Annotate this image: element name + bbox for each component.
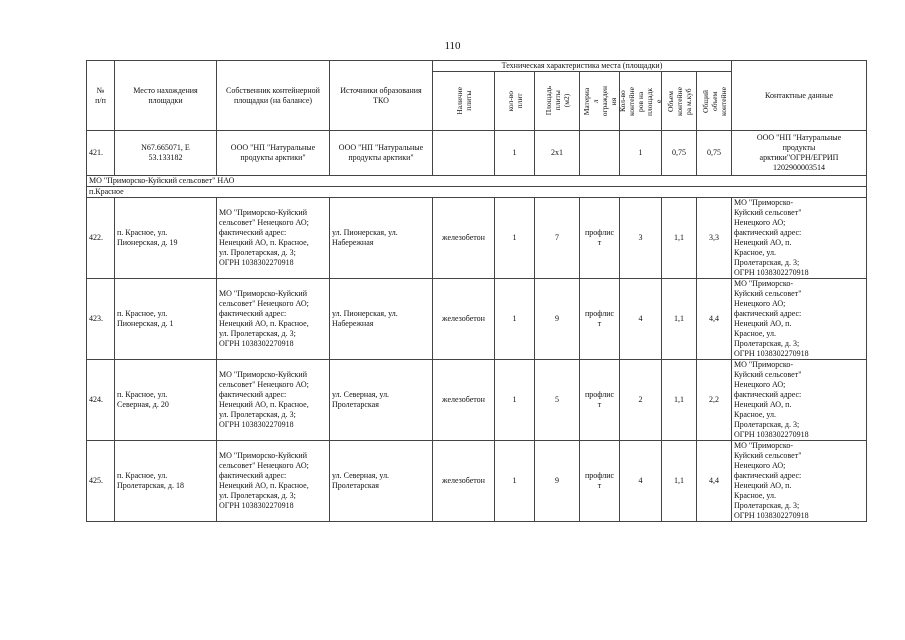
cell-location: п. Красное, ул. Пионерская, д. 19 <box>115 198 217 279</box>
table-row <box>87 131 867 176</box>
cell-base: железобетон <box>433 441 495 522</box>
cell-plates: 1 <box>495 198 535 279</box>
cell-base: железобетон <box>433 198 495 279</box>
cell-location: п. Красное, ул. Северная, д. 20 <box>115 360 217 441</box>
cell-sources: ул. Северная, ул. Пролетарская <box>330 441 433 522</box>
cell-total: 0,75 <box>697 131 732 176</box>
cell-location: п. Красное, ул. Пионерская, д. 1 <box>115 279 217 360</box>
cell-volume: 0,75 <box>662 131 697 176</box>
cell-total: 2,2 <box>697 360 732 441</box>
cell-owner: МО "Приморско-Куйский сельсовет" Ненецкого АО; фактический адрес: Ненецкий АО, п. Красное, ул. Пролетарская, д. 3; ОГРН 1038302270918 <box>217 198 330 279</box>
cell-area: 9 <box>535 441 580 522</box>
cell-plates: 1 <box>495 131 535 176</box>
waste-sites-table <box>86 60 867 522</box>
cell-no: 422. <box>87 198 115 279</box>
subheader-plates: кол-во плит <box>505 90 524 112</box>
cell-total: 4,4 <box>697 279 732 360</box>
cell-sources: ул. Пионерская, ул. Набережная <box>330 279 433 360</box>
cell-owner: МО "Приморско-Куйский сельсовет" Ненецкого АО; фактический адрес: Ненецкий АО, п. Красное, ул. Пролетарская, д. 3; ОГРН 1038302270918 <box>217 441 330 522</box>
subheader-material: Материа л огражден ия <box>581 85 618 117</box>
cell-no: 423. <box>87 279 115 360</box>
table-row <box>87 441 867 522</box>
subsection-title: п.Красное <box>87 187 867 198</box>
subheader-base: Наличие плиты <box>454 87 473 115</box>
cell-count: 4 <box>620 441 662 522</box>
cell-location: N67.665071, E 53.133182 <box>115 131 217 176</box>
cell-material <box>580 131 620 176</box>
subsection-row <box>87 187 867 198</box>
cell-volume: 1,1 <box>662 441 697 522</box>
cell-contacts: МО "Приморско- Куйский сельсовет" Ненецкого АО; фактический адрес: Ненецкий АО, п. Красное, ул. Пролетарская, д. 3; ОГРН 1038302270918 <box>732 198 867 279</box>
cell-count: 3 <box>620 198 662 279</box>
cell-sources: ул. Северная, ул. Пролетарская <box>330 360 433 441</box>
cell-no: 425. <box>87 441 115 522</box>
cell-material: профлис т <box>580 441 620 522</box>
cell-material: профлис т <box>580 198 620 279</box>
subheader-area: Площадь плиты (м2) <box>543 86 571 116</box>
cell-volume: 1,1 <box>662 279 697 360</box>
cell-material: профлис т <box>580 279 620 360</box>
subheader-total: Общий объем контейне <box>700 86 728 116</box>
col-header-contacts: Контактные данные <box>732 61 867 131</box>
cell-volume: 1,1 <box>662 198 697 279</box>
subheader-volume: Объем контейне ра м.куб <box>665 86 693 116</box>
section-row <box>87 176 867 187</box>
col-header-location: Место нахождения площадки <box>115 61 217 131</box>
cell-no: 424. <box>87 360 115 441</box>
cell-base: железобетон <box>433 360 495 441</box>
cell-area: 9 <box>535 279 580 360</box>
col-header-tech: Техническая характеристика места (площадки) <box>433 61 732 72</box>
cell-location: п. Красное, ул. Пролетарская, д. 18 <box>115 441 217 522</box>
cell-count: 1 <box>620 131 662 176</box>
col-header-no: № п/п <box>87 61 115 131</box>
cell-sources: ул. Пионерская, ул. Набережная <box>330 198 433 279</box>
cell-base: железобетон <box>433 279 495 360</box>
cell-count: 2 <box>620 360 662 441</box>
cell-volume: 1,1 <box>662 360 697 441</box>
subheader-count: Кол-во контейне ров на площадк е <box>618 86 663 116</box>
cell-area: 7 <box>535 198 580 279</box>
cell-contacts: МО "Приморско- Куйский сельсовет" Ненецкого АО; фактический адрес: Ненецкий АО, п. Красное, ул. Пролетарская, д. 3; ОГРН 1038302270918 <box>732 360 867 441</box>
cell-total: 4,4 <box>697 441 732 522</box>
cell-owner: ООО "НП "Натуральные продукты арктики" <box>217 131 330 176</box>
cell-sources: ООО "НП "Натуральные продукты арктики" <box>330 131 433 176</box>
cell-plates: 1 <box>495 360 535 441</box>
cell-contacts: МО "Приморско- Куйский сельсовет" Ненецкого АО; фактический адрес: Ненецкий АО, п. Красное, ул. Пролетарская, д. 3; ОГРН 1038302270918 <box>732 441 867 522</box>
cell-count: 4 <box>620 279 662 360</box>
cell-owner: МО "Приморско-Куйский сельсовет" Ненецкого АО; фактический адрес: Ненецкий АО, п. Красное, ул. Пролетарская, д. 3; ОГРН 1038302270918 <box>217 279 330 360</box>
cell-no: 421. <box>87 131 115 176</box>
col-header-owner: Собственник контейнерной площадки (на балансе) <box>217 61 330 131</box>
table-header-row <box>87 61 867 72</box>
section-title: МО "Приморско-Куйский сельсовет" НАО <box>87 176 867 187</box>
cell-material: профлис т <box>580 360 620 441</box>
table-row <box>87 279 867 360</box>
col-header-sources: Источники образования ТКО <box>330 61 433 131</box>
cell-plates: 1 <box>495 441 535 522</box>
page-number: 110 <box>444 40 461 52</box>
cell-total: 3,3 <box>697 198 732 279</box>
cell-base <box>433 131 495 176</box>
cell-owner: МО "Приморско-Куйский сельсовет" Ненецкого АО; фактический адрес: Ненецкий АО, п. Красное, ул. Пролетарская, д. 3; ОГРН 1038302270918 <box>217 360 330 441</box>
cell-contacts: МО "Приморско- Куйский сельсовет" Ненецкого АО; фактический адрес: Ненецкий АО, п. Красное, ул. Пролетарская, д. 3; ОГРН 1038302270918 <box>732 279 867 360</box>
cell-contacts: ООО "НП "Натуральные продукты арктики"ОГРН/ЕГРИП 1202900003514 <box>732 131 867 176</box>
table-row <box>87 360 867 441</box>
cell-area: 2х1 <box>535 131 580 176</box>
cell-area: 5 <box>535 360 580 441</box>
cell-plates: 1 <box>495 279 535 360</box>
table-row <box>87 198 867 279</box>
